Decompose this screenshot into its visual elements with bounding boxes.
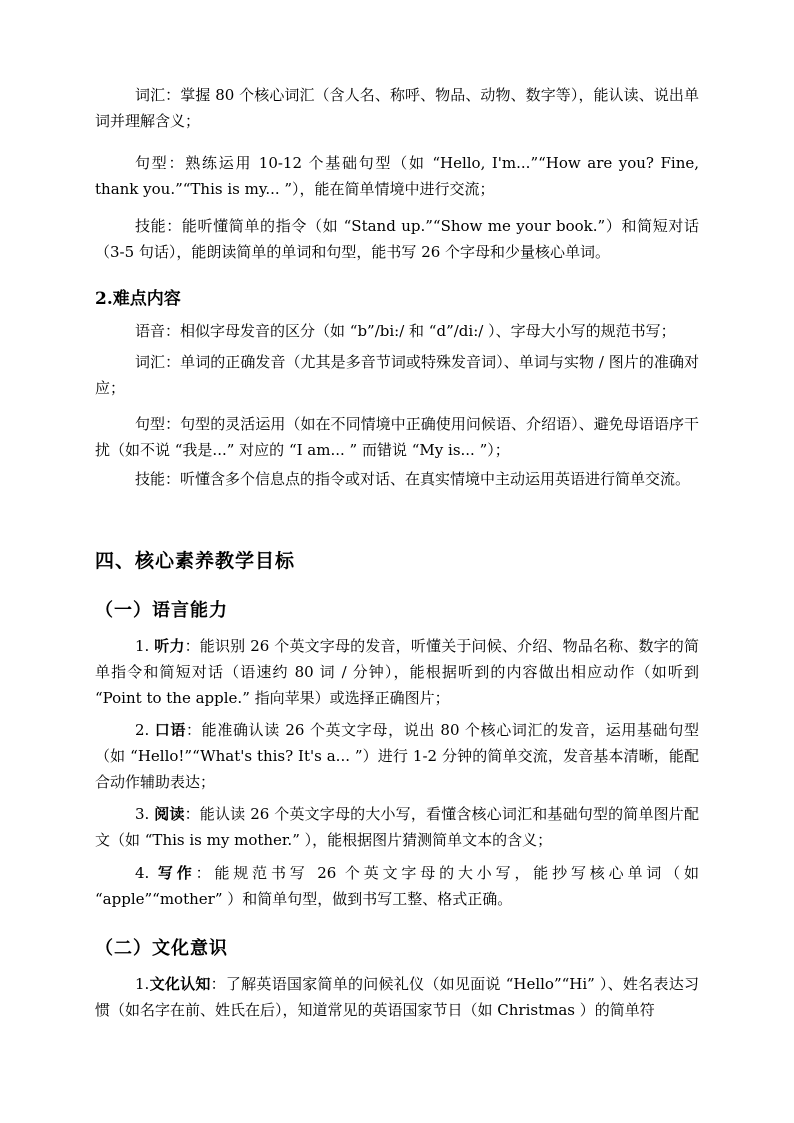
writing-number: 4.	[135, 864, 158, 882]
cultural-awareness-heading: （二）文化意识	[95, 938, 228, 959]
difficult-vocab-paragraph: 词汇：单词的正确发音（尤其是多音节词或特殊发音词）、单词与实物 / 图片的准确对应；	[95, 353, 700, 397]
speaking-number: 2.	[135, 721, 155, 739]
cultural-text: ：了解英语国家简单的问候礼仪（如见面说 “Hello”“Hi” ）、姓名表达习惯（如名字在前、姓氏在后），知道常见的英语国家节日（如 Christmas ）的简单符	[95, 975, 699, 1019]
speaking-label: 口语	[154, 721, 187, 739]
listening-label: 听力	[154, 637, 185, 655]
difficult-phonics-paragraph: 语音：相似字母发音的区分（如 “b”/bi:/ 和 “d”/di:/ ）、字母大小写的规范书写；	[135, 322, 676, 340]
reading-goal-paragraph	[95, 801, 699, 853]
skill-goal-paragraph: 技能：能听懂简单的指令（如 “Stand up.”“Show me your book.”）和简短对话（3-5 句话），能朗读简单的单词和句型，能书写 26 个字母和少量核心单词。	[95, 217, 699, 261]
cultural-number: 1.	[135, 975, 150, 993]
reading-number: 3.	[135, 805, 155, 823]
listening-text: ：能识别 26 个英文字母的发音，听懂关于问候、介绍、物品名称、数字的简单指令和简短对话（语速约 80 词 / 分钟），能根据听到的内容做出相应动作（如听到 “Point to the apple.” 指向苹果）或选择正确图片；	[95, 637, 699, 707]
speaking-goal-paragraph	[95, 717, 699, 795]
difficult-skill-paragraph: 技能：听懂含多个信息点的指令或对话、在真实情境中主动运用英语进行简单交流。	[135, 470, 691, 488]
listening-goal-paragraph	[95, 633, 699, 711]
difficult-sentence-paragraph: 句型：句型的灵活运用（如在不同情境中正确使用问候语、介绍语）、避免母语语序干扰（如不说 “我是...” 对应的 “I am... ” 而错说 “My is... ”）；	[95, 415, 699, 459]
sentence-goal-paragraph: 句型：熟练运用 10-12 个基础句型（如 “Hello, I'm...”“How are you? Fine, thank you.”“This is my... ”），能在简单情境中进行交流；	[95, 154, 699, 198]
speaking-text: ：能准确认读 26 个英文字母，说出 80 个核心词汇的发音，运用基础句型（如 “Hello!”“What's this? It's a... ”）进行 1-2 分钟的简单交流，发音基本清晰，能配合动作辅助表达；	[95, 721, 699, 791]
cultural-cognition-paragraph	[95, 971, 699, 1023]
reading-text: ：能认读 26 个英文字母的大小写，看懂含核心词汇和基础句型的简单图片配文（如 “This is my mother.” ），能根据图片猜测简单文本的含义；	[95, 805, 699, 849]
writing-goal-paragraph	[95, 860, 699, 912]
difficult-points-heading: 2.难点内容	[95, 289, 181, 309]
language-ability-heading: （一）语言能力	[95, 600, 228, 621]
writing-text: ：能规范书写 26 个英文字母的大小写，能抄写核心单词（如 “apple”“mother” ）和简单句型，做到书写工整、格式正确。	[95, 864, 699, 908]
reading-label: 阅读	[154, 805, 185, 823]
writing-label: 写作	[157, 864, 196, 882]
section-four-heading: 四、核心素养教学目标	[95, 550, 296, 572]
listening-number: 1.	[135, 637, 155, 655]
cultural-label: 文化认知	[149, 975, 211, 993]
vocab-goal-paragraph: 词汇：掌握 80 个核心词汇（含人名、称呼、物品、动物、数字等），能认读、说出单词并理解含义；	[95, 86, 699, 130]
